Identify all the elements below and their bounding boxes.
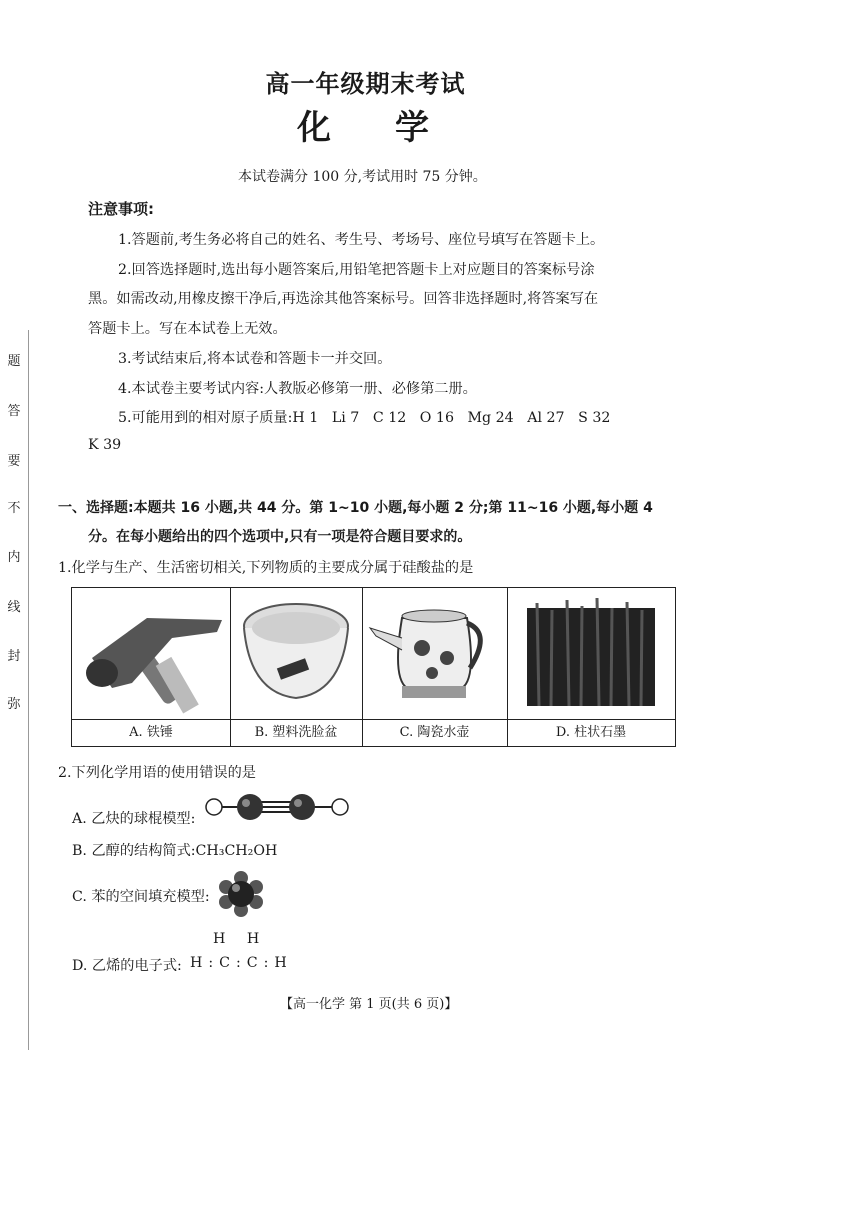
question-1-image-table bbox=[71, 587, 676, 747]
option-c-caption: C. 陶瓷水壶 bbox=[362, 719, 507, 746]
option-c-cell bbox=[362, 588, 508, 746]
ethylene-electron-formula: H:C:C:H bbox=[190, 955, 293, 971]
option-d-text: D. 乙烯的电子式: bbox=[72, 958, 182, 974]
acetylene-ball-stick-model bbox=[202, 792, 352, 822]
hammer-image bbox=[72, 588, 230, 718]
question-2-stem: 2.下列化学用语的使用错误的是 bbox=[58, 765, 256, 781]
exam-subject: 化学 bbox=[297, 108, 493, 148]
option-d-caption: D. 柱状石墨 bbox=[507, 719, 675, 746]
option-a-cell bbox=[72, 588, 231, 746]
question-1-stem: 1.化学与生产、生活密切相关,下列物质的主要成分属于硅酸盐的是 bbox=[58, 560, 474, 576]
option-a-caption: A. 铁锤 bbox=[72, 719, 230, 746]
notice-line: 黑。如需改动,用橡皮擦干净后,再选涂其他答案标号。回答非选择题时,将答案写在 bbox=[88, 291, 599, 307]
option-b-caption: B. 塑料洗脸盆 bbox=[230, 719, 362, 746]
binding-line bbox=[28, 330, 29, 1050]
option-b-text: B. 乙醇的结构简式:CH₃CH₂OH bbox=[72, 843, 278, 859]
sidebar-char: 要 bbox=[7, 454, 21, 469]
sidebar-char: 题 bbox=[7, 354, 21, 369]
sidebar-char: 内 bbox=[7, 550, 21, 565]
notice-line: 1.答题前,考生务必将自己的姓名、考生号、考场号、座位号填写在答题卡上。 bbox=[118, 232, 605, 248]
option-b-cell bbox=[230, 588, 363, 746]
notice-line: 2.回答选择题时,选出每小题答案后,用铅笔把答题卡上对应题目的答案标号涂 bbox=[118, 262, 595, 278]
notice-line: 5.可能用到的相对原子质量:H 1 Li 7 C 12 O 16 Mg 24 Al 27 S 32 bbox=[118, 410, 611, 426]
notice-line: K 39 bbox=[88, 437, 122, 453]
sidebar-char: 封 bbox=[7, 649, 21, 664]
notice-line: 3.考试结束后,将本试卷和答题卡一并交回。 bbox=[118, 351, 392, 367]
graphite-rods-image bbox=[507, 588, 675, 718]
ethylene-top-h: H H bbox=[213, 931, 262, 947]
section-heading: 一、选择题:本题共 16 小题,共 44 分。第 1~10 小题,每小题 2 分;第 11~16 小题,每小题 4 bbox=[58, 500, 653, 516]
exam-intro: 本试卷满分 100 分,考试用时 75 分钟。 bbox=[238, 169, 487, 185]
sidebar-char: 答 bbox=[7, 404, 21, 419]
option-a-text: A. 乙炔的球棍模型: bbox=[72, 811, 196, 827]
page-footer: 【高一化学 第 1 页(共 6 页)】 bbox=[280, 997, 458, 1012]
sidebar-char: 弥 bbox=[7, 697, 21, 712]
basin-image bbox=[230, 588, 362, 718]
benzene-space-filling-model bbox=[216, 870, 266, 918]
option-c-text: C. 苯的空间填充模型: bbox=[72, 889, 210, 905]
section-heading-cont: 分。在每小题给出的四个选项中,只有一项是符合题目要求的。 bbox=[88, 529, 472, 545]
option-d-cell bbox=[507, 588, 675, 746]
sidebar-char: 线 bbox=[7, 600, 21, 615]
notice-heading: 注意事项: bbox=[88, 200, 154, 218]
exam-title: 高一年级期末考试 bbox=[265, 70, 466, 98]
notice-line: 4.本试卷主要考试内容:人教版必修第一册、必修第二册。 bbox=[118, 381, 477, 397]
sidebar-char: 不 bbox=[7, 501, 21, 516]
ceramic-kettle-image bbox=[362, 588, 507, 718]
notice-line: 答题卡上。写在本试卷上无效。 bbox=[88, 321, 287, 337]
